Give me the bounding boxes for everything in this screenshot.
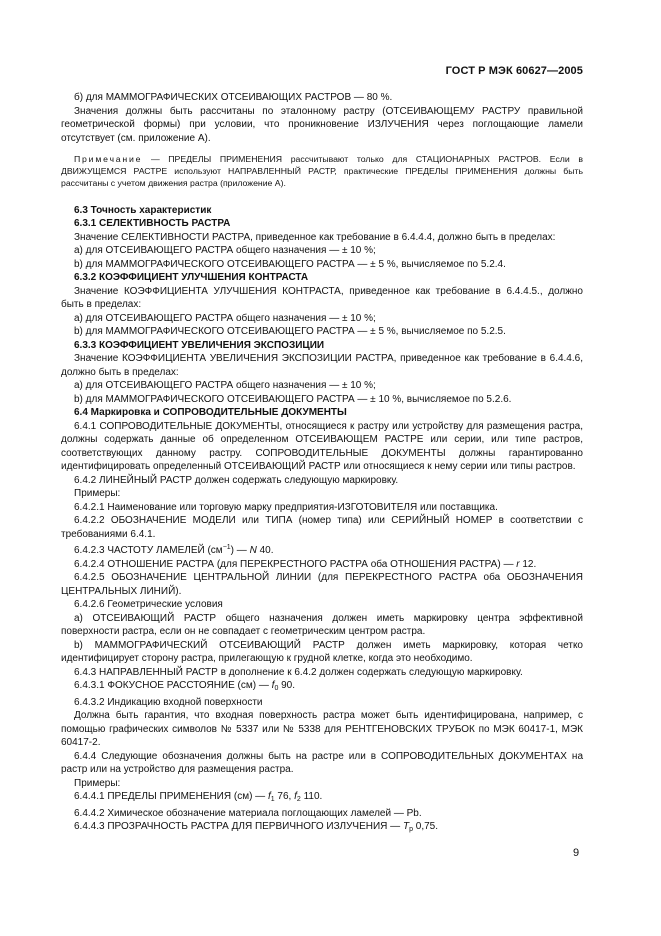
text-run: 6.4.4.1 ПРЕДЕЛЫ ПРИМЕНЕНИЯ (см) —	[74, 791, 268, 803]
examples-label: Примеры:	[74, 777, 121, 789]
symbol: f	[294, 791, 297, 803]
paragraph-6-3-1: Значение СЕЛЕКТИВНОСТИ РАСТРА, приведенное как требование в 6.4.4.4, должно быть в пределах:	[74, 231, 556, 243]
symbol: r	[516, 558, 520, 570]
paragraph-6-4-4: 6.4.4 Следующие обозначения должны быть на растре или в СОПРОВОДИТЕЛЬНЫХ ДОКУМЕНТАХ на растр или на устройство для размещения растра.	[61, 750, 583, 776]
section-heading-6-3: 6.3 Точность характеристик	[74, 204, 212, 216]
text-run: 0,75.	[412, 821, 439, 833]
note	[61, 153, 583, 190]
standard-header: ГОСТ Р МЭК 60627—2005	[445, 65, 583, 77]
item-6-4-2-5: 6.4.2.5 ОБОЗНАЧЕНИЕ ЦЕНТРАЛЬНОЙ ЛИНИИ (для ПЕРЕКРЕСТНОГО РАСТРА оба ОБОЗНАЧЕНИЯ ЦЕНТРАЛЬНЫХ ЛИНИЙ).	[61, 572, 583, 597]
paragraph-6-3-3: Значение КОЭФФИЦИЕНТА УВЕЛИЧЕНИЯ ЭКСПОЗИЦИИ РАСТРА, приведенное как требование в 6.4.4.6, должно быть в пределах:	[61, 353, 583, 378]
document-body	[61, 91, 583, 837]
examples-label: Примеры:	[74, 488, 121, 500]
heading-6-3-1: 6.3.1 СЕЛЕКТИВНОСТЬ РАСТРА	[74, 218, 231, 230]
text-run: 6.4.2.4 ОТНОШЕНИЕ РАСТРА (для ПЕРЕКРЕСТНОГО РАСТРА оба ОТНОШЕНИЯ РАСТРА) —	[74, 558, 517, 570]
item-6-4-2-2: 6.4.2.2 ОБОЗНАЧЕНИЕ МОДЕЛИ или ТИПА (номер типа) или СЕРИЙНЫЙ НОМЕР в соответствии с требованиями 6.4.1.	[61, 515, 583, 540]
item-6-4-3-2: 6.4.3.2 Индикацию входной поверхности	[74, 696, 263, 708]
subscript: 0	[274, 685, 279, 693]
item-6-4-4-2: 6.4.4.2 Химическое обозначение материала поглощающих ламелей — Pb.	[74, 807, 422, 819]
item-6-4-2-1: 6.4.2.1 Наименование или торговую марку предприятия-ИЗГОТОВИТЕЛЯ или поставщика.	[74, 501, 498, 513]
item-6-4-4-1	[61, 790, 583, 807]
item-6-3-2-a: a) для ОТСЕИВАЮЩЕГО РАСТРА общего назначения — ± 10 %;	[74, 312, 376, 324]
subscript: p	[409, 826, 413, 834]
item-6-4-2-4	[61, 558, 583, 572]
paragraph-6-4-1: 6.4.1 СОПРОВОДИТЕЛЬНЫЕ ДОКУМЕНТЫ, относящиеся к растру или устройству для размещения растра, должны содержать данные об определенном ОТСЕИВАЮЩЕМ РАСТРЕ или серии, или типе растров, соответствующих данному растру. СОПРОВОДИТЕЛЬНЫЕ ДОКУМЕНТЫ должны гарантированно идентифицировать определенный ОТСЕИВАЮЩИЙ РАСТР или относящиеся к нему серии или типы растров.	[61, 420, 583, 473]
text-run: 6.4.3.1 ФОКУСНОЕ РАССТОЯНИЕ (см) —	[74, 680, 272, 692]
subscript: 1	[270, 796, 275, 804]
superscript: −1	[222, 544, 231, 552]
item-6-4-3-1	[61, 679, 583, 696]
paragraph-6-3-2: Значение КОЭФФИЦИЕНТА УЛУЧШЕНИЯ КОНТРАСТА, приведенное как требование в 6.4.4.5., должно быть в пределах:	[61, 285, 583, 311]
note-text: — ПРЕДЕЛЫ ПРИМЕНЕНИЯ рассчитывают только для СТАЦИОНАРНЫХ РАСТРОВ. Если в ДВИЖУЩЕМСЯ РАСТРЕ используют НАПРАВЛЕННЫЙ РАСТР, практические ПРЕДЕЛЫ ПРИМЕНЕНИЯ должны быть рассчитаны с учетом движения растра (приложение А).	[61, 154, 583, 189]
item-6-4-2-6-b: b) МАММОГРАФИЧЕСКИЙ ОТСЕИВАЮЩИЙ РАСТР должен иметь маркировку, которая четко идентифицирует сторону растра, прилегающую к грудной клетке, когда это необходимо.	[61, 639, 583, 665]
item-6-3-3-b: b) для МАММОГРАФИЧЕСКОГО ОТСЕИВАЮЩЕГО РАСТРА — ± 10 %, вычисляемое по 5.2.6.	[74, 393, 512, 405]
text-run: 40.	[256, 545, 274, 557]
symbol: f	[271, 680, 275, 692]
text-run: 110.	[300, 791, 323, 803]
item-6-4-2-3	[61, 541, 583, 558]
item-6-3-3-a: a) для ОТСЕИВАЮЩЕГО РАСТРА общего назначения — ± 10 %;	[74, 380, 376, 392]
symbol: N	[249, 545, 257, 557]
heading-6-3-3: 6.3.3 КОЭФФИЦИЕНТ УВЕЛИЧЕНИЯ ЭКСПОЗИЦИИ	[74, 339, 325, 351]
item-6-4-2-6: 6.4.2.6 Геометрические условия	[74, 599, 223, 611]
intro-item-b: б) для МАММОГРАФИЧЕСКИХ ОТСЕИВАЮЩИХ РАСТРОВ — 80 %.	[74, 92, 393, 103]
page-number: 9	[573, 847, 580, 859]
subscript: 2	[296, 796, 301, 804]
text-run: 90.	[278, 680, 296, 692]
symbol: T	[402, 821, 410, 833]
paragraph-6-4-3: 6.4.3 НАПРАВЛЕННЫЙ РАСТР в дополнение к 6.4.2 должен содержать следующую маркировку.	[74, 666, 523, 678]
text-run: 6.4.2.3 ЧАСТОТУ ЛАМЕЛЕЙ (см	[74, 545, 223, 557]
section-heading-6-4: 6.4 Маркировка и СОПРОВОДИТЕЛЬНЫЕ ДОКУМЕНТЫ	[74, 407, 347, 419]
item-6-4-4-3	[61, 820, 583, 837]
item-6-3-1-b: b) для МАММОГРАФИЧЕСКОГО ОТСЕИВАЮЩЕГО РАСТРА — ± 5 %, вычисляемое по 5.2.4.	[74, 258, 506, 270]
heading-6-3-2: 6.3.2 КОЭФФИЦИЕНТ УЛУЧШЕНИЯ КОНТРАСТА	[74, 272, 309, 284]
intro-paragraph: Значения должны быть рассчитаны по эталонному растру (ОТСЕИВАЮЩЕМУ РАСТРУ правильной геометрической формы) при условии, что проникновение ИЗЛУЧЕНИЯ через поглощающие ламели отсутствует (см. приложение А).	[61, 105, 583, 144]
text-run: ) —	[230, 545, 250, 557]
item-6-3-1-a: a) для ОТСЕИВАЮЩЕГО РАСТРА общего назначения — ± 10 %;	[74, 245, 376, 257]
paragraph-6-4-3-2: Должна быть гарантия, что входная поверхность растра может быть идентифицирована, например, с помощью графических символов № 5337 или № 5338 для РЕНТГЕНОВСКИХ ТРУБОК по МЭК 60417-1, МЭК 60417-2.	[61, 710, 583, 749]
item-6-4-2-6-a: a) ОТСЕИВАЮЩИЙ РАСТР общего назначения должен иметь маркировку центра эффективной поверхности растра, если он не совпадает с геометрическим центром растра.	[61, 612, 583, 638]
paragraph-6-4-2: 6.4.2 ЛИНЕЙНЫЙ РАСТР должен содержать следующую маркировку.	[74, 474, 399, 486]
text-run: 6.4.4.3 ПРОЗРАЧНОСТЬ РАСТРА ДЛЯ ПЕРВИЧНОГО ИЗЛУЧЕНИЯ —	[74, 821, 403, 833]
text-run: 12.	[519, 558, 537, 570]
note-label: Примечание	[74, 154, 143, 164]
symbol: f	[267, 791, 271, 803]
text-run: 76,	[274, 791, 295, 803]
item-6-3-2-b: b) для МАММОГРАФИЧЕСКОГО ОТСЕИВАЮЩЕГО РАСТРА — ± 5 %, вычисляемое по 5.2.5.	[74, 326, 506, 338]
